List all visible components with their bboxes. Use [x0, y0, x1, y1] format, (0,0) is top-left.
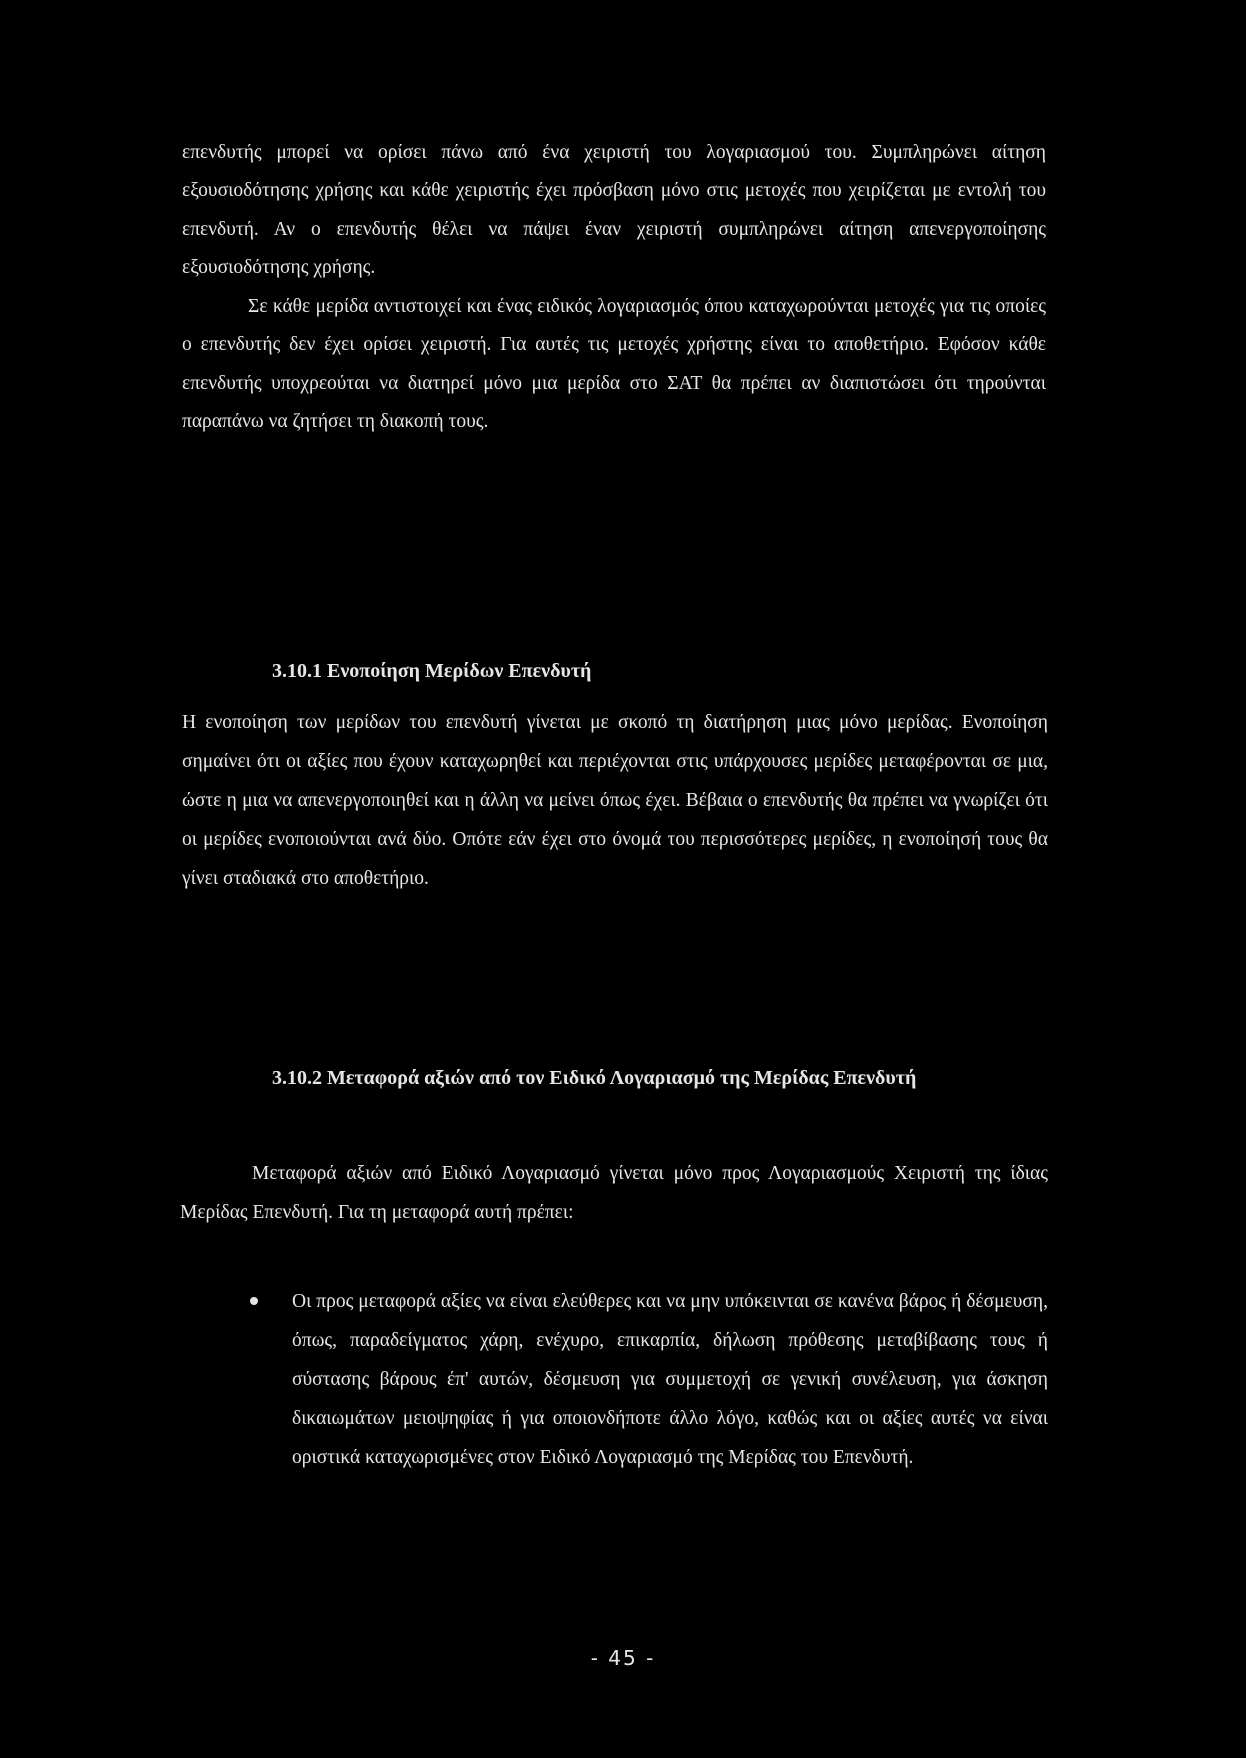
- section-heading-3-10-2: 3.10.2 Μεταφορά αξιών από τον Ειδικό Λογαριασμό της Μερίδας Επενδυτή: [272, 1067, 917, 1089]
- section-heading-3-10-1: 3.10.1 Ενοποίηση Μερίδων Επενδυτή: [272, 660, 592, 682]
- bullet-icon: [250, 1297, 258, 1305]
- paragraph-1: επενδυτής μπορεί να ορίσει πάνω από ένα χειριστή του λογαριασμού του. Συμπληρώνει αίτηση εξουσιοδότησης χρήσης και κάθε χειριστής έχει πρόσβαση μόνο στις μετοχές που χειρίζεται με εντολή του επενδυτή. Αν ο επενδυτής θέλει να πάψει έναν χειριστή συμπληρώνει αίτηση απενεργοποίησης εξουσιοδότησης χρήσης.: [182, 142, 1046, 279]
- paragraph-2: Σε κάθε μερίδα αντιστοιχεί και ένας ειδικός λογαριασμός όπου καταχωρούνται μετοχές για τις οποίες ο επενδυτής δεν έχει ορίσει χειριστή. Για αυτές τις μετοχές χρήστης είναι το αποθετήριο. Εφόσον κάθε επενδυτής υποχρεούται να διατηρεί μόνο μια μερίδα στο ΣΑΤ θα πρέπει αν διαπιστώσει ότι τηρούνται παραπάνω να ζητήσει τη διακοπή τους.: [182, 296, 1046, 433]
- section-1-body: Η ενοποίηση των μερίδων του επενδυτή γίνεται με σκοπό τη διατήρηση μιας μόνο μερίδας. Ενοποίηση σημαίνει ότι οι αξίες που έχουν καταχωρηθεί και περιέχονται στις υπάρχουσες μερίδες μεταφέρονται σε μια, ώστε η μια να απενεργοποιηθεί και η άλλη να μείνει όπως έχει. Βέβαια ο επενδυτής θα πρέπει να γνωρίζει ότι οι μερίδες ενοποιούνται ανά δύο. Οπότε εάν έχει στο όνομά του περισσότερες μερίδες, η ενοποίησή τους θα γίνει σταδιακά στο αποθετήριο.: [182, 712, 1048, 889]
- page-number: - 45 -: [590, 1646, 656, 1670]
- bullet-text: Οι προς μεταφορά αξίες να είναι ελεύθερες και να μην υπόκεινται σε κανένα βάρος ή δέσμευση, όπως, παραδείγματος χάρη, ενέχυρο, επικαρπία, δήλωση πρόθεσης μεταβίβασης τους ή σύστασης βάρους έπ' αυτών, δέσμευση για συμμετοχή σε γενική συνέλευση, για άσκηση δικαιωμάτων μειοψηφίας ή για οποιονδήποτε άλλο λόγο, καθώς και οι αξίες αυτές να είναι οριστικά καταχωρισμένες στον Ειδικό Λογαριασμό της Μερίδας του Επενδυτή.: [292, 1291, 1048, 1468]
- bullet-list: [250, 1282, 1048, 1477]
- list-item: [250, 1282, 1048, 1477]
- section-2-body: Μεταφορά αξιών από Ειδικό Λογαριασμό γίνεται μόνο προς Λογαριασμούς Χειριστή της ίδιας Μερίδας Επενδυτή. Για τη μεταφορά αυτή πρέπει:: [180, 1163, 1048, 1223]
